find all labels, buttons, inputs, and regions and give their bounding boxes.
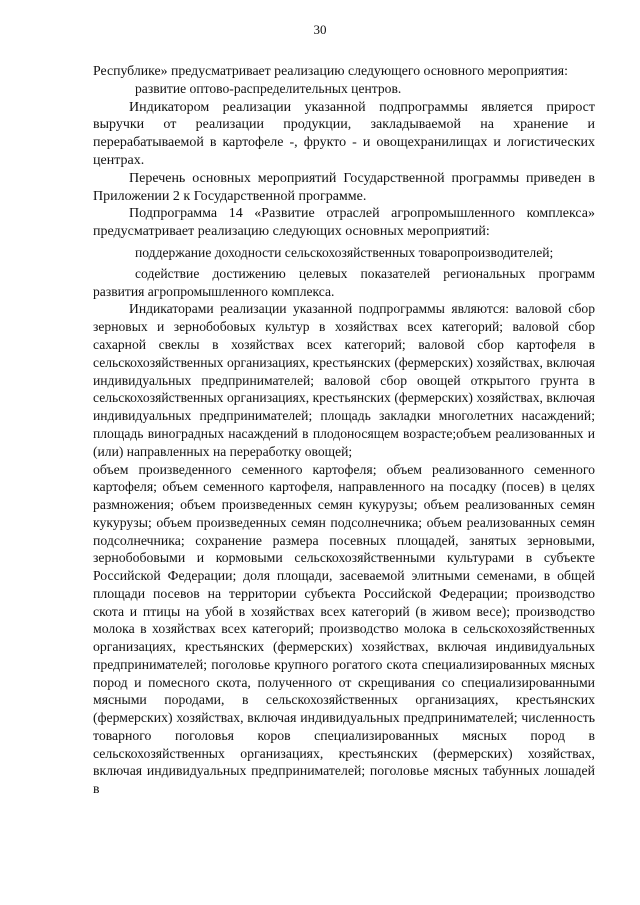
- paragraph: Индикаторами реализации указанной подпрограммы являются: валовой сбор зерновых и зернобобовых культур в хозяйствах всех категорий; валовой сбор сахарной свеклы в хозяйствах всех категорий; валовой сбор картофеля в сельскохозяйственных организациях, крестьянских (фермерских) хозяйствах, включая индивидуальных предпринимателей; валовой сбор овощей открытого грунта в сельскохозяйственных организациях, крестьянских (фермерских) хозяйствах, включая индивидуальных предпринимателей; площадь закладки многолетних насаждений; площадь виноградных насаждений в плодоносящем возрасте;объем реализованных и (или) направленных на переработку овощей;: [93, 301, 595, 459]
- list-item: развитие оптово-распределительных центров.: [135, 80, 402, 96]
- paragraph: Перечень основных мероприятий Государственной программы приведен в Приложении 2 к Государственной программе.: [93, 170, 595, 204]
- paragraph: объем произведенного семенного картофеля; объем реализованного семенного картофеля; объем семенного картофеля, направленного на посадку (посев) в целях размножения; объем произведенных семян кукурузы; объем реализованных семян кукурузы; объем произведенных семян подсолнечника; объем реализованных семян подсолнечника; сохранение размера посевных площадей, занятых зерновыми, зернобобовыми и кормовыми сельскохозяйственными культурами в субъекте Российской Федерации; доля площади, засеваемой элитными семенами, в общей площади посевов на территории субъекта Российской Федерации; производство скота и птицы на убой в хозяйствах всех категорий (в живом весе); производство молока в хозяйствах всех категорий; производство молока в сельскохозяйственных организациях, крестьянских (фермерских) хозяйствах, включая индивидуальных предпринимателей; поголовье крупного рогатого скота специализированных мясных пород и помесного скота, полученного от скрещивания со специализированными мясными породами, в сельскохозяйственных организациях, крестьянских (фермерских) хозяйствах, включая индивидуальных предпринимателей; численность товарного поголовья коров специализированных мясных пород в сельскохозяйственных организациях, крестьянских (фермерских) хозяйствах, включая индивидуальных предпринимателей; поголовье мясных табунных лошадей в: [93, 461, 595, 797]
- paragraph: Подпрограмма 14 «Развитие отраслей агропромышленного комплекса» предусматривает реализацию следующих основных мероприятий:: [93, 206, 595, 240]
- list-item: поддержание доходности сельскохозяйственных товаропроизводителей;: [135, 244, 554, 260]
- list-item: содействие достижению целевых показателей региональных программ развития агропромышленного комплекса.: [93, 265, 595, 299]
- page-number: 30: [313, 22, 327, 37]
- page-body: [93, 62, 595, 798]
- paragraph: Республике» предусматривает реализацию следующего основного мероприятия:: [93, 63, 568, 78]
- paragraph: Индикатором реализации указанной подпрограммы является прирост выручки от реализации продукции, закладываемой на хранение и перерабатываемой в картофеле -, фрукто - и овощехранилищах и логистических центрах.: [93, 99, 595, 168]
